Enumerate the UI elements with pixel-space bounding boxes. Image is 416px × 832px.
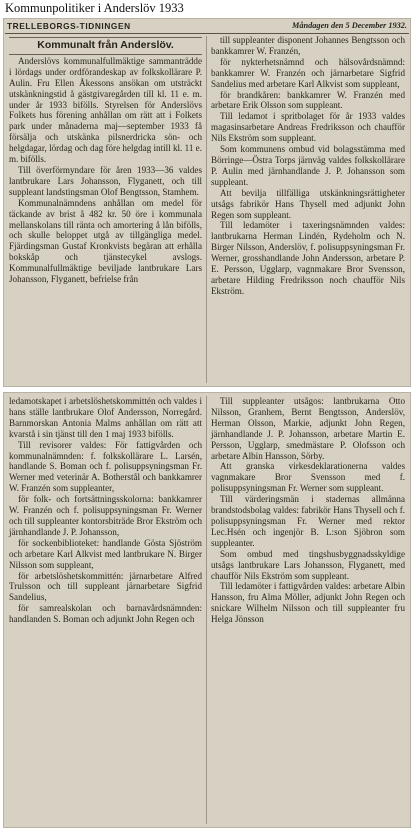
newspaper-clipping-top <box>3 18 411 387</box>
masthead <box>5 19 409 34</box>
article-paragraph: för samrealskolan och barnavårdsnämnden: handlanden S. Boman och adjunkt John Regen och <box>9 603 202 625</box>
article-paragraph: för brandkåren: bankkamrer W. Franzén med arbetare Erik Olsson som suppleant. <box>211 89 405 111</box>
article-paragraph: för nykterhetsnämnd och hälsovårdsnämnd: bankkamrer W. Franzén och järnarbetare Sigfrid Sandelius med arbetare Karl Alkvist som suppleant, <box>211 56 405 89</box>
article-paragraph: Till revisorer valdes: För fattigvården och kommunalnämnden: f. folkskollärare L. Larsén, handlande S. Boman och f. polisuppsyningsman Fr. Werner med veterinär A. Botherstål och bankkamrer W. Franzén som suppleanter, <box>9 439 202 494</box>
article-paragraph: Till suppleanter utsågos: lantbrukarna Otto Nilsson, Granhem, Bernt Bengtsson, Anderslöv, Herman Olsson, Markie, adjunkt John Regen, järnhandlande J. P. Johansson, arbetare Martin E. Persson, Ugglarp, smedmästare P. Olofsson och arbetare Albin Hansson, Sörby. <box>211 396 405 461</box>
newspaper-name: TRELLEBORGS-TIDNINGEN <box>7 21 131 31</box>
article-paragraph: för arbetslöshetskommittén: järnarbetare Alfred Trulsson och till suppleant järnarbetare Sigfrid Sandelius, <box>9 570 202 603</box>
page-title: Kommunpolitiker i Anderslöv 1933 <box>5 1 184 15</box>
article-paragraph: Till ledamöter i taxeringsnämnden valdes: lantbrukarna Herman Lindén, Rydeholm och N. Birger Nilsson, Anderslöv, f. polisuppsyningsman Fr. Werner, grosshandlande John Andersson, arbetare P. E. Persson, Ugglarp, vagnmakare Bror Svensson, arbetare Hilding Fredriksson noch chaufför Nils Ekström. <box>211 220 405 296</box>
article-paragraph: Att granska virkesdeklarationerna valdes vagnmakare Bror Svensson med f. polisuppsyningsman Fr. Werner som suppleant. <box>211 461 405 494</box>
article-paragraph: Som kommunens ombud vid bolagsstämma med Börringe—Östra Torps järnväg valdes folkskollärare P. Aulin med järnhandlande J. P. Johansson som suppleant. <box>211 144 405 187</box>
article-column-left <box>9 37 202 285</box>
article-paragraph: Anderslövs kommunalfullmäktige sammanträdde i lördags under ordförandeskap av folkskollärare P. Aulin. Fru Ellen Åkessons ansökan om utsträckt utskänkningstid å gästgivaregården till kl. 11 e. m. under år 1933 bifölls. Styrelsen för Anderslövs Folkets hus förening anhållan om rätt att i Folkets park under månaderna maj—september 1933 få försälja och utskänka pilsnerdricka sön- och helgdagar, lördag och dag före helgdag intill kl. 11 e. m. bifölls. <box>9 55 202 165</box>
newspaper-clipping-bottom <box>3 392 411 828</box>
article-paragraph: Till värderingsmän i stadernas allmänna brandstodsbolag valdes: fabrikör Hans Thysell och f. polisuppsyningsman Fr. Werner med rektor Lec.Hsén och ingenjör B. L:son Sjöbron som suppleanter. <box>211 494 405 548</box>
article-paragraph: ledamotskapet i arbetslöshetskommittén och valdes i hans ställe lantbrukare Olof Andersson, Norregård. Barnmorskan Antonia Malms anhållan om rätt att kvarstå i sin tjänst till den 1 maj 1933 bifölls. <box>9 396 202 439</box>
article-paragraph: Till ledamöter i fattigvården valdes: arbetare Albin Hansson, fru Alma Möller, adjunkt John Regen och snickare Wilhelm Nilsson och till suppleanter fru Helga Jönsson <box>211 581 405 625</box>
article-column-right <box>211 35 405 297</box>
article-paragraph: Att bevilja tillfälliga utskänkningsrättigheter utsågs fabrikör Hans Thysell med adjunkt John Regen som suppleant. <box>211 187 405 220</box>
article-paragraph: för sockenbiblioteket: handlande Gösta Sjöström och arbetare Karl Alkvist med lantbrukare N. Birger Nilsson som suppleant, <box>9 537 202 570</box>
article-paragraph: Till överförmyndare för åren 1933—36 valdes lantbrukare Lars Johansson, Flyganett, och till suppleant landstingsman Olof Bengtsson, Stamhem. <box>9 164 202 197</box>
article-paragraph: till suppleanter disponent Johannes Bengtsson och bankkamrer W. Franzén, <box>211 35 405 56</box>
article-paragraph: Kommunalnämndens anhållan om medel för täckande av brist å 482 kr. 50 öre i kommunala mellanskolans till ränta och amortering å lån bifölls, och skulle beloppet utgå av tillgängliga medel. Fjärdingsman Gustaf Kronkvists begäran att erhålla bokskåp och tjänstecykel avslogs. Kommunalfullmäktige beviljade lantbrukare Lars Johansson, Flyganett, befrielse från <box>9 197 202 285</box>
article-headline: Kommunalt från Anderslöv. <box>37 39 174 51</box>
article-column-left <box>9 396 202 625</box>
article-paragraph: Som ombud med tingshusbyggnadsskyldige utsågs lantbrukare Lars Johansson, Flyganett, med chaufför Nils Ekström som suppleant. <box>211 548 405 581</box>
article-paragraph: för folk- och fortsättningsskolorna: bankkamrer W. Franzén och f. polisuppsyningsman Fr. Werner och till suppleanter kontorsbiträde Bror Ekström och järnhandlande J. P. Johansson, <box>9 494 202 537</box>
article-paragraph: Till ledamot i spritbolaget för år 1933 valdes magasinsarbetare Andreas Fredriksson och chaufför Nils Ekström som suppleant. <box>211 111 405 144</box>
article-column-right <box>211 396 405 625</box>
issue-date: Måndagen den 5 December 1932. <box>292 21 407 30</box>
